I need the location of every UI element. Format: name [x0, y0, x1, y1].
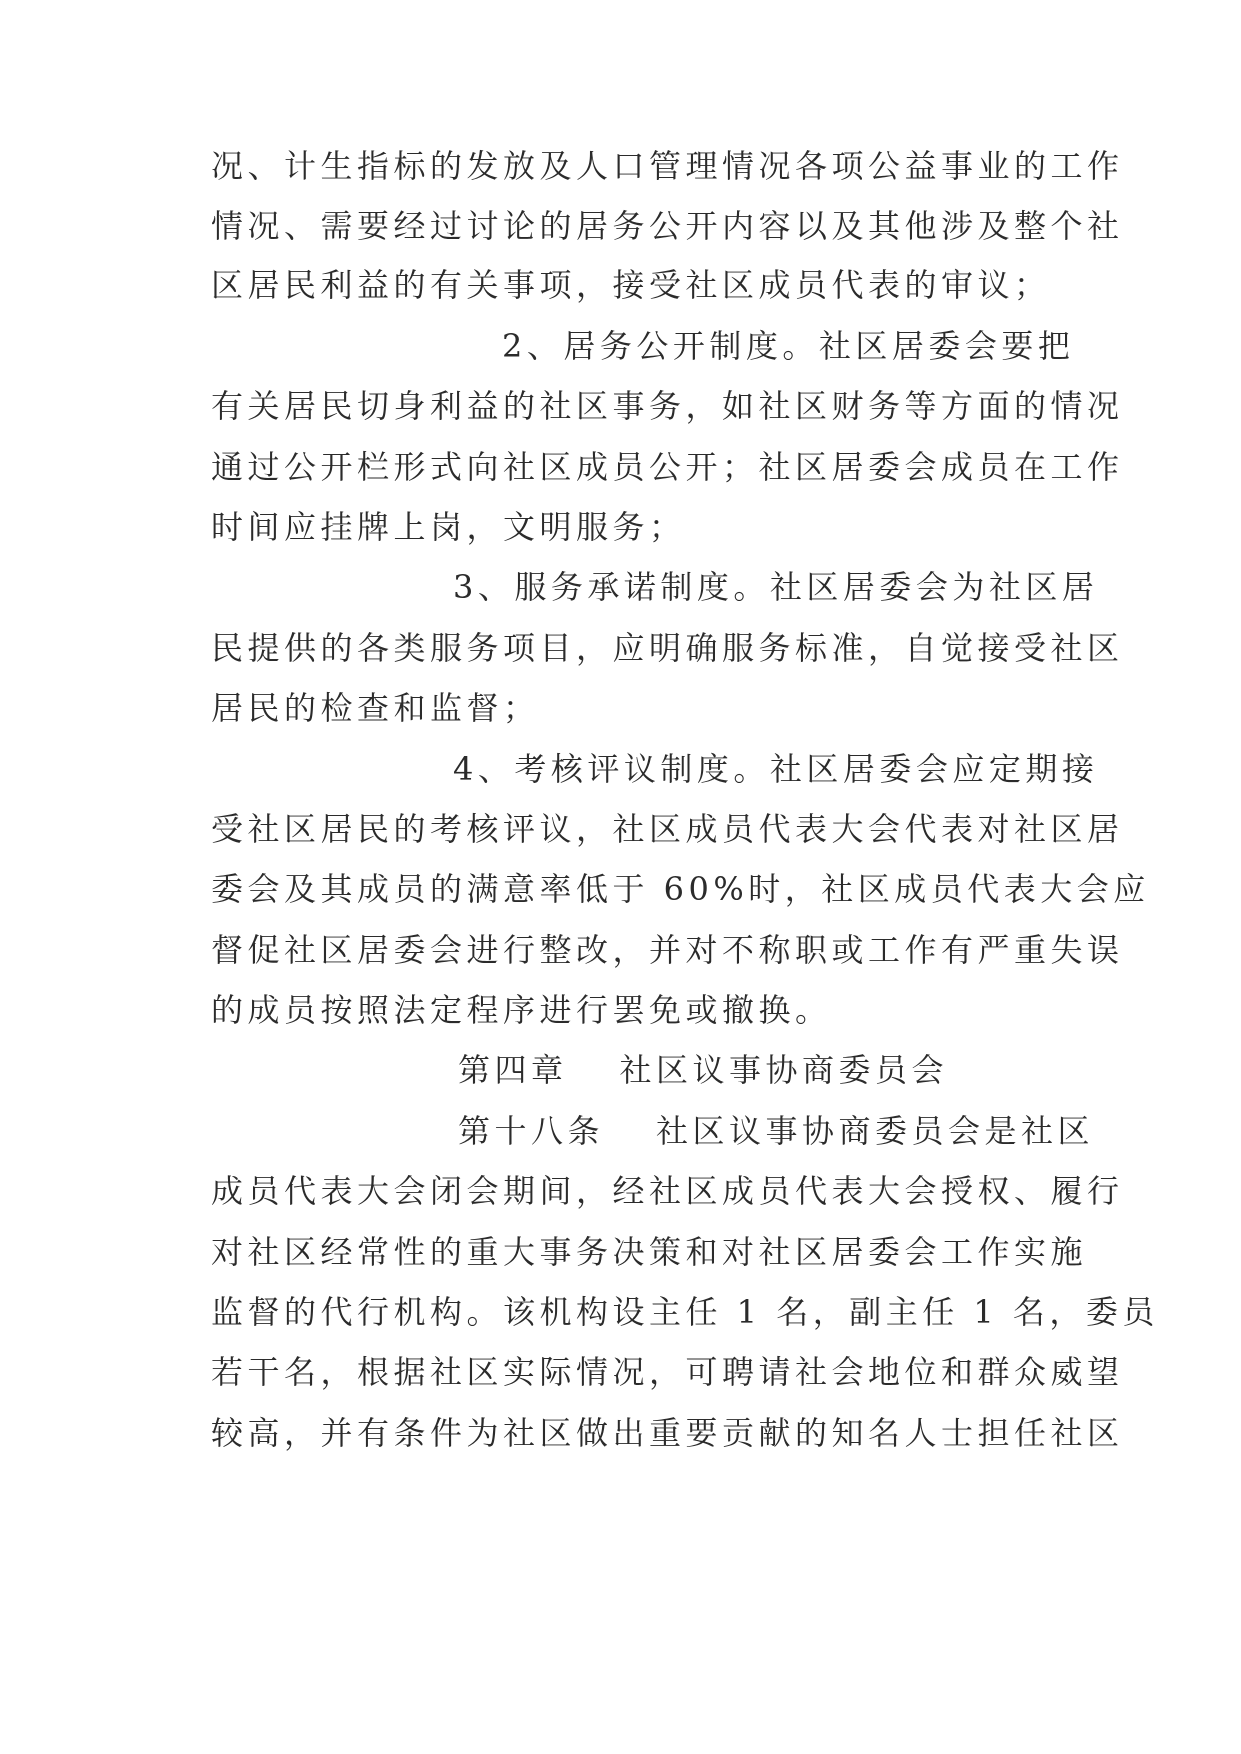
text-line: 较高，并有条件为社区做出重要贡献的知名人士担任社区 [211, 1414, 1124, 1452]
text-line: 督促社区居委会进行整改，并对不称职或工作有严重失误 [211, 931, 1124, 969]
text-line: 对社区经常性的重大事务决策和对社区居委会工作实施 [211, 1233, 1088, 1271]
article-first-line: 社区议事协商委员会是社区 [656, 1112, 1095, 1150]
text-line: 受社区居民的考核评议，社区成员代表大会代表对社区居 [211, 810, 1124, 848]
article-heading [458, 1099, 1095, 1163]
text-line: 区居民利益的有关事项，接受社区成员代表的审议； [211, 266, 1051, 304]
clause-4-heading: 4、考核评议制度。社区居委会应定期接 [453, 750, 1099, 788]
text-line: 若干名，根据社区实际情况，可聘请社会地位和群众威望 [211, 1353, 1124, 1391]
text-line: 委会及其成员的满意率低于 60%时，社区成员代表大会应 [211, 870, 1150, 908]
text-line: 居民的检查和监督； [211, 689, 540, 727]
text-line: 通过公开栏形式向社区成员公开；社区居委会成员在工作 [211, 448, 1124, 486]
clause-2-heading: 2、居务公开制度。社区居委会要把 [502, 327, 1075, 365]
chapter-heading [458, 1038, 958, 1102]
text-line: 况、计生指标的发放及人口管理情况各项公益事业的工作 [211, 147, 1124, 185]
chapter-number: 第四章 [458, 1051, 568, 1089]
chapter-title: 社区议事协商委员会 [619, 1051, 949, 1089]
text-line: 情况、需要经过讨论的居务公开内容以及其他涉及整个社 [211, 207, 1124, 245]
text-line: 监督的代行机构。该机构设主任 1 名，副主任 1 名，委员 [211, 1293, 1159, 1331]
text-line: 时间应挂牌上岗，文明服务； [211, 508, 686, 546]
article-number: 第十八条 [458, 1112, 605, 1150]
text-line: 有关居民切身利益的社区事务，如社区财务等方面的情况 [211, 387, 1124, 425]
text-line: 民提供的各类服务项目，应明确服务标准，自觉接受社区 [211, 629, 1124, 667]
text-line: 成员代表大会闭会期间，经社区成员代表大会授权、履行 [211, 1172, 1124, 1210]
text-line: 的成员按照法定程序进行罢免或撤换。 [211, 991, 832, 1029]
clause-3-heading: 3、服务承诺制度。社区居委会为社区居 [453, 568, 1099, 606]
